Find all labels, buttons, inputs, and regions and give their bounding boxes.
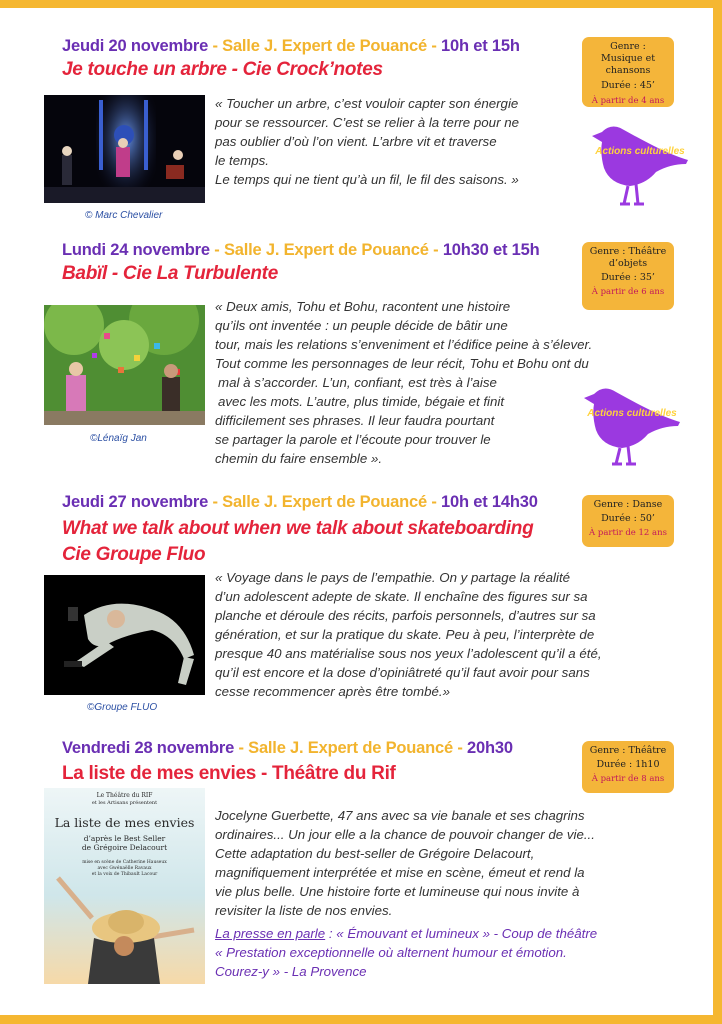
- poster-presents: et les Artisans présentent: [91, 800, 158, 806]
- description-line: qu’il est encore et la dose d’opiniâtreté qu’il faut avoir pour sans: [215, 665, 590, 680]
- description-line: vie plus belle. Une histoire forte et lumineuse qui nous invite à: [215, 884, 580, 899]
- poster-subtitle: de Grégoire Delacourt: [81, 843, 168, 852]
- description-line: pour se ressourcer. C’est se relier à la terre pour ne: [215, 115, 519, 130]
- event-time: 10h30 et 15h: [442, 241, 540, 259]
- age-label: À partir de 6 ans: [591, 287, 665, 297]
- event-date-line: [62, 37, 520, 56]
- genre-label: Genre : Musique et chansons: [600, 41, 656, 76]
- age-label: À partir de 12 ans: [589, 528, 667, 538]
- page-border-top: [0, 0, 722, 8]
- event-title: Babïl - Cie La Turbulente: [62, 263, 278, 284]
- genre-label: Genre : Théâtre: [589, 745, 667, 756]
- genre-label: Genre : Danse: [593, 499, 663, 510]
- poster-credits: avec Gwénaëlle Ravaux: [97, 866, 152, 871]
- event-day: Jeudi 20 novembre: [62, 37, 209, 55]
- description-line: presque 40 ans matérialise sous nos yeux l’adolescent qu’il a été,: [215, 646, 602, 661]
- event-title: La liste de mes envies - Théâtre du Rif: [62, 763, 396, 784]
- event-date-line: [62, 241, 540, 260]
- poster-credits: et la voix de Thibault Lacour: [91, 872, 158, 877]
- description-line: qu’ils ont inventée : un peuple décide de bâtir une: [215, 318, 508, 333]
- event-title: What we talk about when we talk about skateboarding: [62, 518, 534, 539]
- bird-icon: [590, 116, 690, 211]
- description-line: avec les mots. L’autre, plus timide, bégaie et finit: [218, 394, 505, 409]
- event-description: [215, 568, 660, 701]
- duration-label: Durée : 45’: [601, 80, 655, 91]
- event-time: 20h30: [467, 739, 513, 757]
- event-date-line: [62, 739, 513, 758]
- poster-subtitle: d’après le Best Seller: [83, 834, 166, 843]
- event-day: Lundi 24 novembre: [62, 241, 210, 259]
- actions-label: Actions culturelles: [595, 146, 685, 157]
- press-label: La presse en parle: [215, 926, 326, 941]
- description-line: Jocelyne Guerbette, 47 ans avec sa vie banale et ses chagrins: [215, 808, 585, 823]
- description-line: d’un adolescent adepte de skate. Il enchaîne des figures sur sa: [215, 589, 588, 604]
- genre-badge: [582, 495, 674, 547]
- duration-label: Durée : 35’: [601, 272, 655, 283]
- description-line: se partager la parole et l’écoute pour trouver le: [215, 432, 491, 447]
- description-line: le temps.: [215, 153, 269, 168]
- event-description: [215, 297, 595, 468]
- duration-label: Durée : 50’: [601, 513, 655, 524]
- event-venue: - Salle J. Expert de Pouancé -: [234, 739, 468, 757]
- description-line: mal à s’accorder. L’un, confiant, est très à l’aise: [218, 375, 497, 390]
- poster-company: Le Théâtre du RIF: [96, 792, 153, 799]
- description-line: planche et déroule des récits, parfois personnels, d’autres sur sa: [215, 608, 596, 623]
- event-venue: - Salle J. Expert de Pouancé -: [209, 241, 443, 259]
- photo-credit: ©Groupe FLUO: [87, 702, 158, 713]
- age-label: À partir de 8 ans: [591, 774, 665, 784]
- bird-icon: [582, 378, 682, 470]
- description-line: Tout comme les personnages de leur récit, Tohu et Bohu ont du: [215, 356, 589, 371]
- description-line: « Deux amis, Tohu et Bohu, racontent une histoire: [215, 299, 511, 314]
- description-line: « Toucher un arbre, c’est vouloir capter son énergie: [215, 96, 519, 111]
- event-day: Jeudi 27 novembre: [62, 493, 209, 511]
- press-quote: Courez-y » - La Provence: [215, 964, 367, 979]
- event-time: 10h et 15h: [441, 37, 520, 55]
- genre-label: Genre : Théâtre d’objets: [589, 246, 667, 269]
- press-quote: : « Émouvant et lumineux » - Coup de théâtre: [325, 926, 598, 941]
- press-quotes: [215, 924, 665, 981]
- photo-credit: ©Lénaïg Jan: [90, 433, 147, 444]
- description-line: génération, et sur la pratique du skate. Peu à peu, l’interprète de: [215, 627, 595, 642]
- event-day: Vendredi 28 novembre: [62, 739, 235, 757]
- page-border-right: [713, 0, 722, 1024]
- description-line: difficilement ses phrases. Il leur faudra pourtant: [215, 413, 495, 428]
- age-label: À partir de 4 ans: [591, 96, 665, 106]
- description-line: tour, mais les relations s’enveniment et l’édifice peine à s’élever.: [215, 337, 593, 352]
- genre-badge: [582, 741, 674, 793]
- description-line: cesse recommencer après être tombé.»: [215, 684, 451, 699]
- photo-credit: © Marc Chevalier: [85, 210, 163, 221]
- event-photo-babil: [44, 305, 205, 425]
- event-title: Je touche un arbre - Cie Crock’notes: [62, 59, 383, 80]
- description-line: magnifiquement interprétée et mise en scène, émeut et rend la: [215, 865, 585, 880]
- event-venue: - Salle J. Expert de Pouancé -: [208, 493, 442, 511]
- actions-label: Actions culturelles: [587, 408, 677, 419]
- press-line: [215, 924, 665, 943]
- event-poster: [44, 788, 205, 984]
- genre-badge: [582, 37, 674, 107]
- event-photo-concert: [44, 95, 205, 203]
- description-line: « Voyage dans le pays de l’empathie. On y partage la réalité: [215, 570, 571, 585]
- page-border-bottom: [0, 1015, 722, 1024]
- description-line: ordinaires... Un jour elle a la chance de pouvoir changer de vie...: [215, 827, 595, 842]
- description-line: Cette adaptation du best-seller de Grégoire Delacourt,: [215, 846, 535, 861]
- event-description: [215, 94, 585, 189]
- description-line: revisiter la liste de nos envies.: [215, 903, 393, 918]
- event-photo-skate: [44, 575, 205, 695]
- duration-label: Durée : 1h10: [596, 759, 660, 770]
- description-line: pas oublier d’où l’on vient. L’arbre vit et traverse: [215, 134, 497, 149]
- description-line: Le temps qui ne tient qu’à un fil, le fil des saisons. »: [215, 172, 519, 187]
- event-subtitle: Cie Groupe Fluo: [62, 544, 206, 565]
- press-quote: « Prestation exceptionnelle où alternent humour et émotion.: [215, 945, 567, 960]
- genre-badge: [582, 242, 674, 310]
- description-line: chemin du faire ensemble ».: [215, 451, 383, 466]
- event-date-line: [62, 493, 538, 512]
- poster-credits: mise en scène de Catherine Hauseux: [82, 860, 167, 865]
- event-description: [215, 806, 660, 920]
- poster-title: La liste de mes envies: [54, 815, 195, 830]
- event-time: 10h et 14h30: [441, 493, 538, 511]
- event-venue: - Salle J. Expert de Pouancé -: [208, 37, 442, 55]
